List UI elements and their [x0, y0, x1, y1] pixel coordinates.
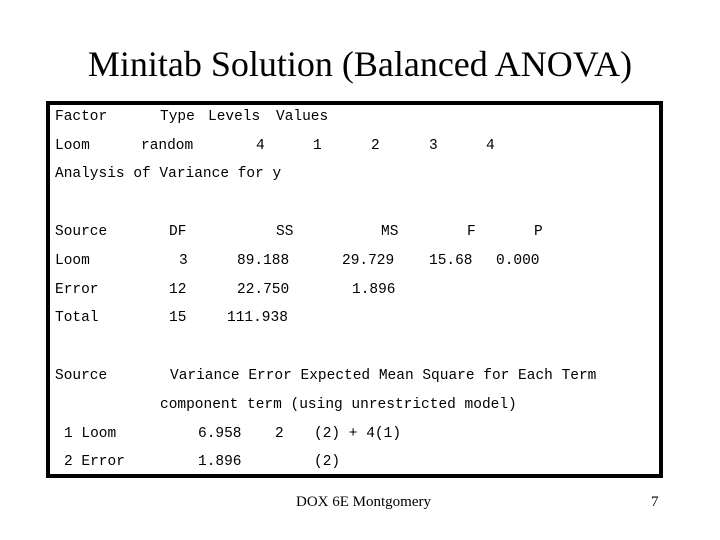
anova-source: Error — [55, 282, 99, 298]
anova-header-ms: MS — [381, 224, 399, 240]
values-header: Values — [276, 109, 329, 125]
anova-df: 12 — [169, 282, 187, 298]
page-number: 7 — [651, 494, 659, 510]
levels-header: Levels — [208, 109, 261, 125]
factor-levels: 4 — [256, 138, 265, 154]
anova-header-p: P — [534, 224, 543, 240]
ems-header-line2: component term (using unrestricted model) — [160, 397, 517, 413]
anova-header-ss: SS — [276, 224, 294, 240]
factor-value: 3 — [429, 138, 438, 154]
anova-ss: 111.938 — [227, 310, 288, 326]
anova-header-df: DF — [169, 224, 187, 240]
factor-header: Factor — [55, 109, 108, 125]
ems-header-line1: Variance Error Expected Mean Square for Each Term — [170, 368, 597, 384]
type-header: Type — [160, 109, 195, 125]
anova-ss: 89.188 — [237, 253, 290, 269]
anova-p: 0.000 — [496, 253, 540, 269]
ems-variance: 1.896 — [198, 454, 242, 470]
analysis-heading: Analysis of Variance for y — [55, 166, 282, 182]
slide-title: Minitab Solution (Balanced ANOVA) — [87, 44, 633, 84]
anova-f: 15.68 — [429, 253, 473, 269]
ems-source: 2 Error — [64, 454, 125, 470]
anova-header-source: Source — [55, 224, 108, 240]
anova-header-f: F — [467, 224, 476, 240]
anova-ss: 22.750 — [237, 282, 290, 298]
factor-value: 2 — [371, 138, 380, 154]
anova-df: 15 — [169, 310, 187, 326]
ems-header-source: Source — [55, 368, 108, 384]
anova-ms: 29.729 — [342, 253, 395, 269]
factor-value: 1 — [313, 138, 322, 154]
slide-footer: DOX 6E Montgomery — [296, 494, 431, 510]
anova-ms: 1.896 — [352, 282, 396, 298]
factor-value: 4 — [486, 138, 495, 154]
ems-expected-mean-square: (2) + 4(1) — [314, 426, 402, 442]
ems-error-term: 2 — [275, 426, 284, 442]
factor-type: random — [141, 138, 194, 154]
ems-source: 1 Loom — [64, 426, 117, 442]
ems-variance: 6.958 — [198, 426, 242, 442]
anova-source: Total — [55, 310, 99, 326]
factor-name: Loom — [55, 138, 90, 154]
anova-df: 3 — [179, 253, 188, 269]
ems-expected-mean-square: (2) — [314, 454, 341, 470]
anova-source: Loom — [55, 253, 90, 269]
